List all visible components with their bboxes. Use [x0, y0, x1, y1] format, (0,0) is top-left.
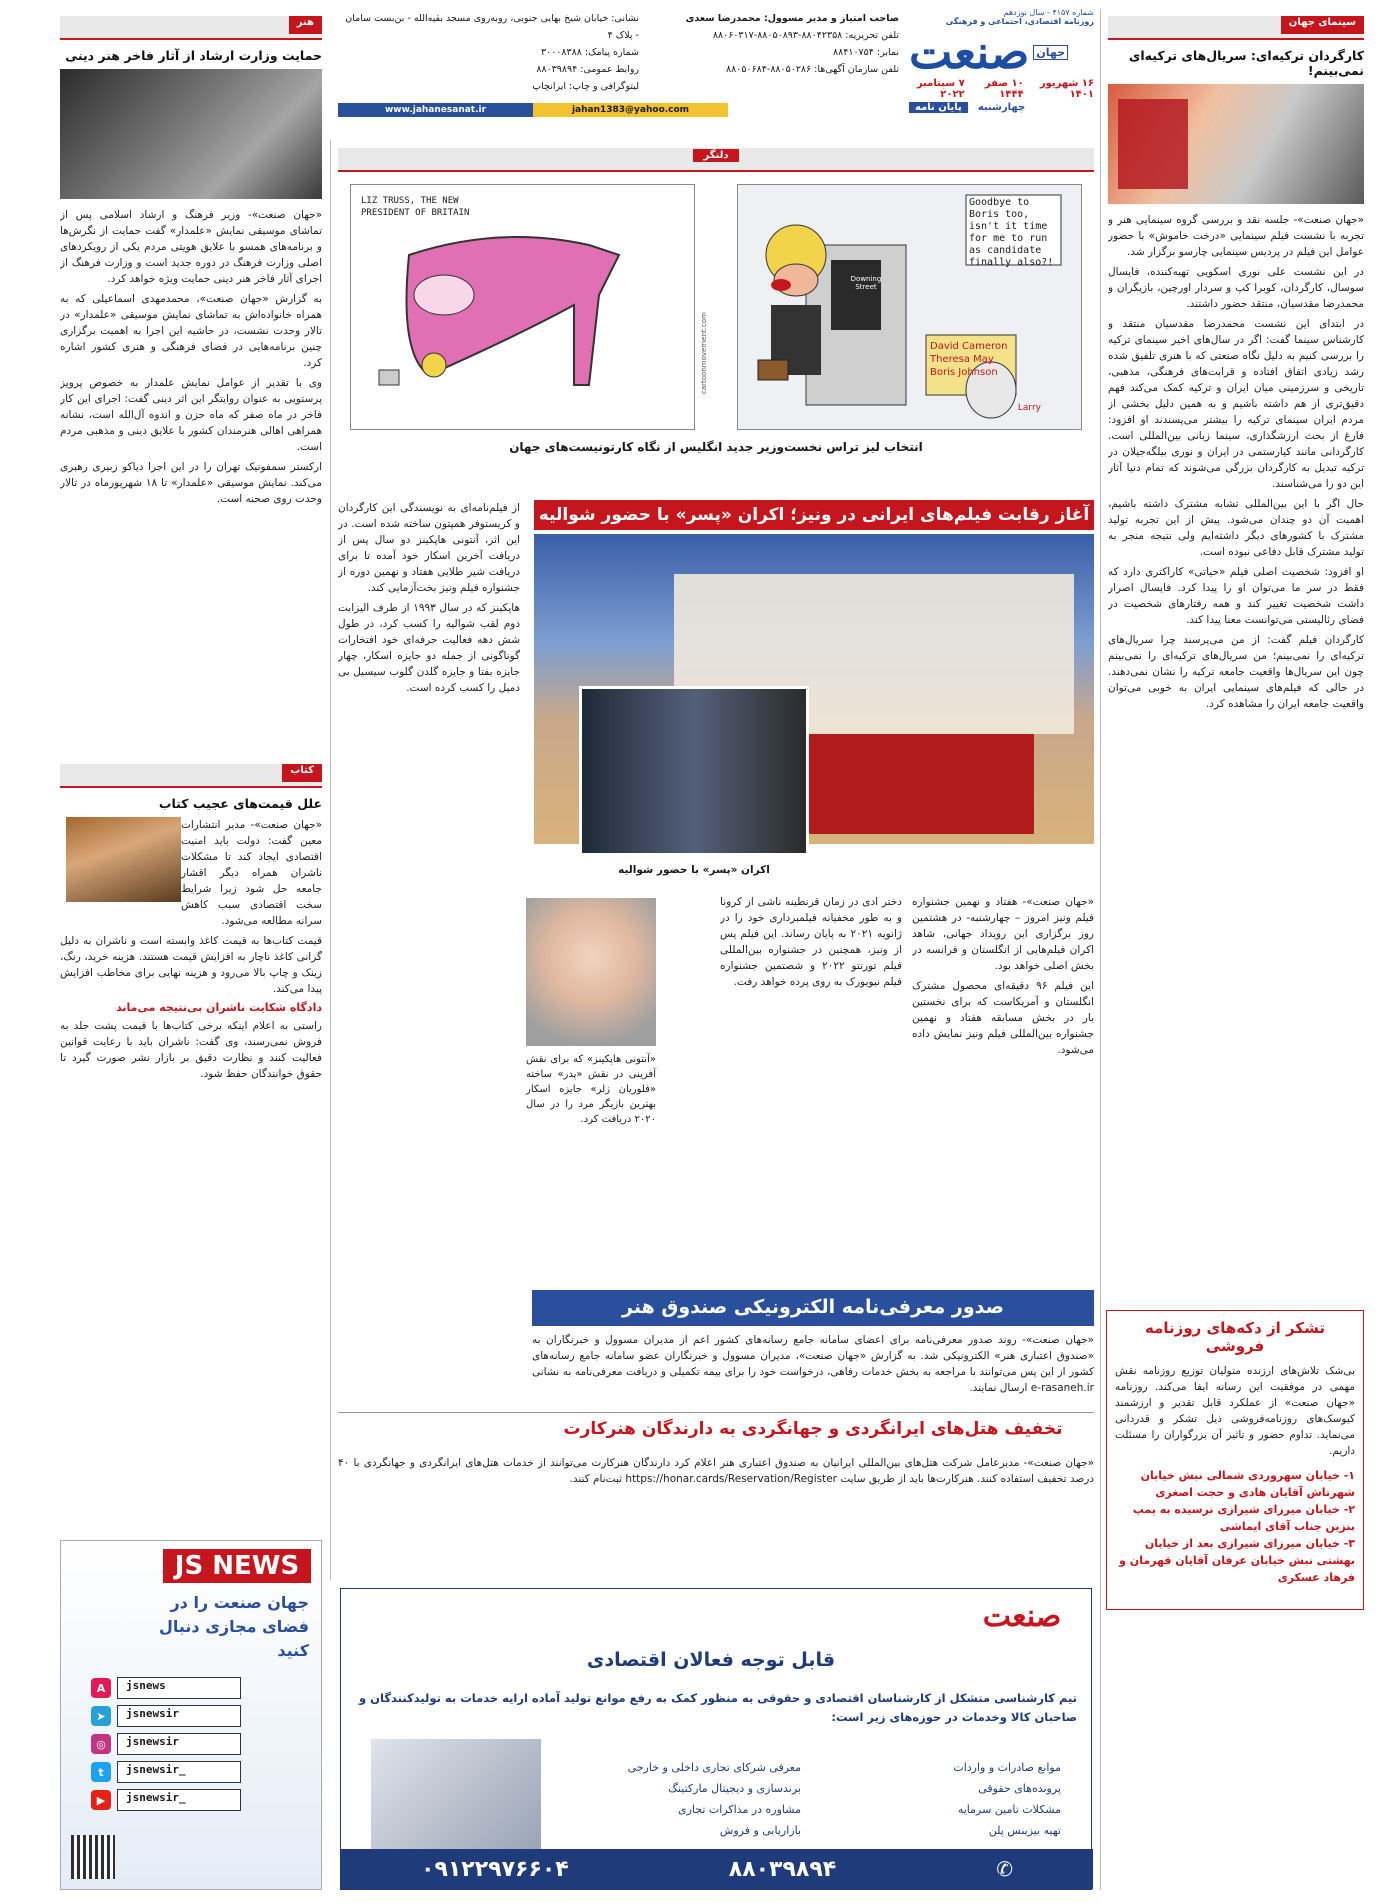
fax: نمابر: ۸۸۴۱۰۷۵۴	[833, 47, 899, 58]
hopkins-caption: «آنتونی هاپکینز» که برای نقش آفرینی در نقش «پدر» ساخته «فلوریان زلر» جایزه اسکار بهترین بازیگر مرد را در سال ۲۰۲۰ دریافت کرد.	[526, 1054, 656, 1125]
section-bar-cinema	[1108, 16, 1364, 40]
honar-body: «جهان صنعت»- روند صدور معرفی‌نامه برای اعضای سامانه جامع رسانه‌های کشور اعم از مدیران مسوول و خبرنگاران به «صندوق اعتباری هنر» الکترونیکی شد. به گزارش «جهان صنعت»، مدیران مسوول و خبرنگاران عضو سامانه جامع رسانه‌های کشور از این پس می‌توانند با مراجعه به بخش خدمات رفاهی، درخواست خود را برای بیمه تکمیلی و دریافت معرفی‌نامه به نشانی e-rasaneh.ir ارسال نمایند.	[532, 1334, 1094, 1394]
paragraph: هاپکینز که در سال ۱۹۹۳ از طرف الیزابت دوم لقب شوالیه را کسب کرد، در طول شش دهه فعالیت حرفه‌ای خود افتخارات گوناگونی از جمله دو جایزه اسکار، چهار جایزه بفتا و جایزه گلدن گلوب سیسیل بی دمیل را کسب کرده است.	[338, 602, 520, 694]
paragraph: قیمت کتاب‌ها به قیمت کاغذ وابسته است و ناشران به دلیل گرانی کاغذ ناچار به افزایش قیمت هستند. هزینه خرید، رنگ، زینک و چاپ بالا می‌رود و هزینه نهایی برای مخاطب افزایش پیدا می‌کند.	[60, 935, 322, 995]
js-news-box	[60, 1540, 322, 1890]
service-item: مشاوره در مذاکرات تجاری	[677, 1803, 801, 1816]
web-strip	[338, 103, 728, 117]
social-row-instagram[interactable]	[91, 1733, 241, 1755]
js-news-slogan: جهان صنعت را در فضای مجازی دنبال کنید	[158, 1593, 309, 1660]
divider	[1100, 10, 1101, 1890]
paragraph: این فیلم ۹۶ دقیقه‌ای محصول مشترک انگلستان و آمریکاست که برای نخستین بار در بخش مسابقه هفتاد و نهمین جشنواره بین‌المللی فیلم ونیز نمایش داده می‌شود.	[912, 980, 1094, 1056]
paragraph: در این نشست علی نوری اسکویی تهیه‌کننده، فایسال سوسال، کارگردان، کوبرا کپ و سردار اورچین، بازیگران و محمدرضا مقدسیان، منتقد حضور داشتند.	[1108, 266, 1364, 310]
telegram-icon: ➤	[91, 1706, 111, 1726]
list-item: ۱- خیابان سهروردی شمالی نبش خیابان شهرتاش آقایان هادی و حجت اصغری	[1140, 1469, 1355, 1499]
red-carpet	[794, 734, 1034, 834]
cartoon-caption-en: LIZ TRUSS, THE NEW PRESIDENT OF BRITAIN	[361, 196, 470, 218]
venice-title-bar	[534, 500, 1094, 530]
pr: روابط عمومی: ۸۸۰۳۹۸۹۴	[536, 64, 639, 75]
paragraph: از فیلم‌نامه‌ای به نویسندگی این کارگردان و کریستوفر همپتون ساخته شده است. در این اثر، آنتونی هاپکینز دو سال پس از دریافت آخرین اسکار خود آمده تا برای دریافت شیر طلایی هفتاد و نهمین دوره از جشنواره فیلم ونیز بخت‌آزمایی کند.	[338, 502, 520, 594]
paragraph: در ابتدای این نشست محمدرضا مقدسیان منتقد و کارشناس سینما گفت: اگر در سال‌های اخیر سینمای ترکیه را بررسی کنیم به دلیل نگاه صنعتی که با هنری تلفیق شده رشد زیادی اتفاق افتاده و قرابت‌های فرهنگی، مذهبی، تاریخی و سرزمینی میان ایران و ترکیه کمک می‌کند فهم دقیق‌تری از هم داشته باشیم و به همین دلیل بخشی از مردم ایران سینمای ترکیه را بیشتر می‌پسندند او افزود: فارغ از بحث ارزشگذاری، سینما زبانی بین‌المللی است. کارگردانی مانند کیارستمی در ایران و نوری بیلگه‌جیلان در ترکیه تبدیل به کارگردان بزرگی می‌شوند که تمام دنیا آثار این دو را می‌شناسند.	[1108, 318, 1364, 490]
ad-services-left	[571, 1757, 801, 1841]
section-tag: دلنگر	[693, 149, 738, 162]
phones: تلفن تحریریه: ۸۸۰۴۲۳۵۸-۸۸۰۵۰۸۹۳-۸۸۰۶۰۳۱۷	[712, 30, 899, 41]
paragraph: وی با تقدیر از عوامل نمایش علمدار به خصوص پرویز پرستویی به عنوان روایتگر این اثر دینی گفت: اجرای این کار فاخر در ماه صفر که ماه حزن و اندوه آل‌الله است، نشانه همراهی اهالی هنرمندان کشور با علایق دینی و مذهبی مردم است.	[60, 377, 322, 453]
paragraph: ارکستر سمفونیک تهران را در این اجرا دیاکو زبیری رهبری می‌کند. نمایش موسیقی «علمدار» تا ۱۸ شهریورماه در تالار وحدت روی صحنه است.	[60, 461, 322, 505]
photo-anthony-hopkins	[526, 898, 656, 1046]
logo-sub: جهان	[1033, 45, 1068, 60]
social-handle: jsnewsir	[117, 1705, 241, 1727]
cartoon-section	[338, 148, 1094, 480]
website-link[interactable]: www.jahanesanat.ir	[338, 103, 533, 117]
cartoon-side-label: cartoonmovement.com	[700, 312, 708, 394]
section-bar-art	[60, 16, 322, 40]
date-ar: ۱۰ صفر ۱۴۴۴	[984, 78, 1024, 100]
paragraph: حال اگر با این بین‌المللی تشابه مشترک داشته باشیم، اهمیت آن دو چندان می‌شود. پیش از این تجربه تولید مشترک با کشورهای دیگر داشته‌ایم ولی نتیجه منجر به تولید مشترک قابل دفاعی نبوده است.	[1108, 498, 1364, 558]
paragraph: او افزود: شخصیت اصلی فیلم «حیاتی» کاراکتری دارد که فقط در سر ما می‌توان او را پیدا کرد. فایسال اصرار داشت شخصیت تغییر کند و همه رفتارهای شخصیت در فضای رئالیستی می‌توانست معنا پیدا کند.	[1108, 566, 1364, 626]
section-bar-book	[60, 764, 322, 788]
paragraph: به گزارش «جهان صنعت»، محمدمهدی اسماعیلی که به همراه خانواده‌اش به تماشای نمایش موسیقی «علمدار» در تالار وحدت نشست، در حاشیه این اجرا به اهمیت برگزاری چنین برنامه‌هایی در فضای فرهنگی و هنری کشور اشاره کرد.	[60, 293, 322, 369]
subheading: دادگاه شکایت ناشران بی‌نتیجه می‌ماند	[116, 1001, 322, 1014]
print: لیتوگرافی و چاپ: ایرانچاپ	[532, 81, 639, 92]
social-handle: jsnewsir	[117, 1733, 241, 1755]
section-tag: هنر	[289, 16, 322, 34]
thanks-box-body: بی‌شک تلاش‌های ارزنده متولیان توزیع روزنامه نقش مهمی در موفقیت این رسانه ایفا می‌کند. روزنامه «جهان صنعت» از عملکرد قابل تقدیر و ارزشمند کیوسک‌های روزنامه‌فروشی ذیل تشکر و قدردانی می‌نماید. تداوم حضور و تاثیر آن بزرگواران را مسئلت داریم.	[1115, 1365, 1355, 1457]
photo-caption: اکران «پسر» با حضور شوالیه	[618, 864, 770, 876]
list-item: ۲- خیابان میرزای شیرازی نرسیده به پمپ بنزین جناب آقای ایماشی	[1132, 1503, 1355, 1533]
contact-info-left	[339, 10, 639, 95]
twitter-icon: t	[91, 1762, 111, 1782]
section-bar-cartoon	[338, 148, 1094, 172]
tagline: روزنامه اقتصادی، اجتماعی و فرهنگی	[945, 17, 1094, 26]
day-name: چهارشنبه	[977, 102, 1026, 113]
logo-block	[909, 8, 1094, 118]
thanks-box-title: تشکر از دکه‌های روزنامه فروشی	[1145, 1319, 1325, 1355]
article-title-turkish-director: کارگردان ترکیه‌ای: سریال‌های ترکیه‌ای نمی‌بینم!	[1128, 48, 1364, 78]
date-fa: ۱۶ شهریور ۱۴۰۱	[1039, 78, 1094, 100]
service-item: بازاریابی و فروش	[719, 1824, 801, 1837]
issue-info: شماره ۴۱۵۷ - سال نوزدهم	[1003, 8, 1094, 17]
section-tag: کتاب	[282, 764, 322, 782]
address: نشانی: خیابان شیخ بهایی جنوبی، روبه‌روی مسجد بقیه‌الله - بن‌بست سامان - پلاک ۴	[345, 13, 639, 41]
paragraph: «جهان صنعت»- جلسه نقد و بررسی گروه سینمایی هنر و تجربه با نشست فیلم سینمایی «درخت خاموش» با حضور عوامل این فیلم در پردیس سینمایی چارسو برگزار شد.	[1108, 214, 1364, 258]
cartoon-truss-drawing	[349, 185, 694, 431]
ad-phone-bar	[341, 1849, 1093, 1889]
ads-phone: تلفن سازمان آگهی‌ها: ۸۸۰۵۰۲۸۶-۸۸۰۵۰۶۸۴	[726, 64, 899, 75]
speech-bubble: Goodbye to Boris too, isn't it time for me to run as candidate finally also?!	[969, 197, 1054, 268]
phone-icon: ✆	[996, 1857, 1013, 1881]
social-row-youtube[interactable]	[91, 1789, 241, 1811]
service-item: مشکلات تامین سرمایه	[957, 1803, 1061, 1816]
contact-info-center	[649, 10, 899, 78]
cat-label: Larry	[1017, 403, 1041, 413]
social-row-telegram[interactable]	[91, 1677, 241, 1699]
left-column-book	[60, 764, 322, 1534]
article-title-ershad: حمایت وزارت ارشاد از آثار فاخر هنر دینی	[65, 48, 322, 63]
ad-hand-illustration	[371, 1739, 541, 1849]
paragraph: دختر ادی در زمان قرنطینه ناشی از کرونا و به طور مخفیانه فیلمبرداری خود را در ژانویه ۲۰۲۱ به پایان رساند. این فیلم پس از ونیز، همچنین در جشنواره بین‌المللی فیلم تورنتو ۲۰۲۲ و شصتمین جشنواره فیلم نیویورک به روی پرده خواهد رفت.	[720, 896, 902, 988]
list-item: ۳- خیابان میرزای شیرازی بعد از خیابان بهشتی نبش خیابان عرفان آقایان قهرمان و فرهاد عسکری	[1119, 1537, 1355, 1584]
ad-title: قابل توجه فعالان اقتصادی	[586, 1649, 836, 1671]
ad-phone[interactable]: ۸۸۰۳۹۸۹۴	[728, 1856, 837, 1882]
paragraph: «جهان صنعت»- مدیر انتشارات معین گفت: دولت باید امنیت اقتصادی ایجاد کند تا مشکلات ناشران همراه دیگر اقشار جامعه حل شود زیرا شرایط سخت اقتصادی سبب کاهش سرانه مطالعه می‌شود.	[181, 819, 322, 927]
honar-article	[338, 1290, 1094, 1402]
publisher: صاحب امتیاز و مدیر مسوول: محمدرضا سعدی	[685, 13, 899, 24]
ad-intro: تیم کارشناسی متشکل از کارشناسان اقتصادی و حقوقی به منظور کمک به رفع موانع تولید آماده ارایه خدمات به تولیدکنندگان و صاحبان کالا وخدمات در حوزه‌های زیر است:	[359, 1691, 1077, 1724]
thanks-box	[1106, 1310, 1364, 1610]
youtube-icon: ▶	[91, 1790, 111, 1810]
js-news-brand: JS NEWS	[163, 1549, 311, 1583]
email-link[interactable]: jahan1383@yahoo.com	[533, 103, 728, 117]
masthead	[338, 8, 1094, 126]
article-title-book: علل قیمت‌های عجیب کتاب	[158, 796, 322, 811]
venice-col-1	[912, 894, 1094, 1276]
qr-code-icon	[71, 1835, 115, 1879]
cartoon-boris	[737, 184, 1082, 430]
instagram-icon: ◎	[91, 1734, 111, 1754]
service-item: تهیه بیزینس پلن	[988, 1824, 1061, 1837]
sms: شماره پیامک: ۳۰۰۰۸۳۸۸	[541, 47, 639, 58]
photo-film-still	[579, 686, 809, 856]
venice-col-2	[720, 894, 902, 1276]
service-item: پرونده‌های حقوقی	[978, 1782, 1061, 1795]
paragraph: راستی به اعلام اینکه برخی کتاب‌ها با قیمت پشت جلد به فروش نمی‌رسند، وی گفت: ناشران باید با رعایت قوانین فعالیت کنند و نظارت دقیق بر بازار نشر صورت گیرد تا حقوق خوانندگان حفظ شود.	[60, 1020, 322, 1080]
ad-mobile[interactable]: ۰۹۱۲۲۹۷۶۶۰۴	[421, 1856, 569, 1882]
cartoon-truss	[350, 184, 695, 430]
pages-note: پایان نامه	[909, 102, 968, 113]
newspaper-logo: صنعت	[909, 25, 1030, 79]
poster-red-stripe	[1118, 99, 1188, 189]
venice-article	[338, 486, 1094, 1282]
hotel-title: تخفیف هتل‌های ایرانگردی و جهانگردی به دارندگان هنرکارت	[563, 1419, 1063, 1439]
hotel-body: «جهان صنعت»- مدیرعامل شرکت هتل‌های بین‌المللی ایرانیان به صندوق اعتباری هنر اعلام کرد دارندگان هنرکارت می‌توانند از خدمات هتل‌های ایرانگردی و جهانگردی با ۴۰ درصد تخفیف استفاده کنند. هنرکارت‌ها باید از طریق سایت https://honar.cards/Reservation/Register ثبت‌نام کنند.	[338, 1457, 1094, 1485]
divider	[330, 140, 331, 1580]
photo-publisher	[66, 817, 181, 902]
photo-minister-visit	[60, 69, 322, 199]
photo-director-poster	[1108, 84, 1364, 204]
service-item: موانع صادرات و واردات	[953, 1761, 1061, 1774]
paragraph: «جهان صنعت»- هفتاد و نهمین جشنواره فیلم ونیز امروز – چهارشنبه- در هشتمین روز برگزاری این رویداد جهانی، شاهد اکران فیلم‌هایی از انگلستان و فرانسه در بخش اصلی خواهد بود.	[912, 896, 1094, 972]
section-tag: سینمای جهان	[1281, 16, 1364, 34]
social-handle: jsnews	[117, 1677, 241, 1699]
social-row-twitter[interactable]	[91, 1761, 241, 1783]
social-handle: jsnewsir_	[117, 1789, 241, 1811]
bottom-ad	[340, 1588, 1092, 1890]
paragraph: کارگردان فیلم گفت: از من می‌پرسند چرا سریال‌های ترکیه‌ای را نمی‌بینم؛ من سریال‌های ترکیه‌ای را نمی‌بینم چون این سریال‌ها واقعیت جامعه ترکیه را نشان نمی‌دهند. در حالی که فیلم‌های سینمایی ایران به خوبی می‌توان واقعیت جامعه ایران را مشاهده کرد.	[1108, 634, 1364, 710]
hotel-article	[338, 1412, 1094, 1580]
cartoon-names: David Cameron Theresa May Boris Johnson	[930, 341, 1008, 378]
paragraph: «جهان صنعت»- وزیر فرهنگ و ارشاد اسلامی پس از تماشای موسیقی نمایش «علمدار» گفت حمایت از نگرش‌ها و برنامه‌های همسو با علایق هویتی مردم یکی از رویکردهای اصلی وزارت فرهنگ در دوره جدید است و وزارت فرهنگ از اجرای آثار فاخر هنر دینی حمایت ویژه خواهد کرد.	[60, 209, 322, 285]
social-row-telegram[interactable]	[91, 1705, 241, 1727]
right-column	[1108, 16, 1364, 1298]
ad-services-right	[841, 1757, 1061, 1841]
ad-logo: صنعت	[982, 1599, 1062, 1634]
honar-title: صدور معرفی‌نامه الکترونیکی صندوق هنر	[532, 1290, 1094, 1326]
aparat-icon: A	[91, 1678, 111, 1698]
venice-col-3	[338, 500, 520, 1276]
cartoon-caption: انتخاب لیز تراس نخست‌وزیر جدید انگلیس از نگاه کارتونیست‌های جهان	[509, 440, 923, 454]
venice-title: آغاز رقابت فیلم‌های ایرانی در ونیز؛ اکران «پسر» با حضور شوالیه	[538, 505, 1090, 525]
date-en: ۷ سپتامبر ۲۰۲۲	[916, 78, 965, 100]
service-item: برندسازی و دیجیتال مارکتینگ	[668, 1782, 801, 1795]
social-handle: jsnewsir_	[117, 1761, 241, 1783]
street-sign: Downing Street	[850, 275, 882, 291]
service-item: معرفی شرکای تجاری داخلی و خارجی	[627, 1761, 801, 1774]
